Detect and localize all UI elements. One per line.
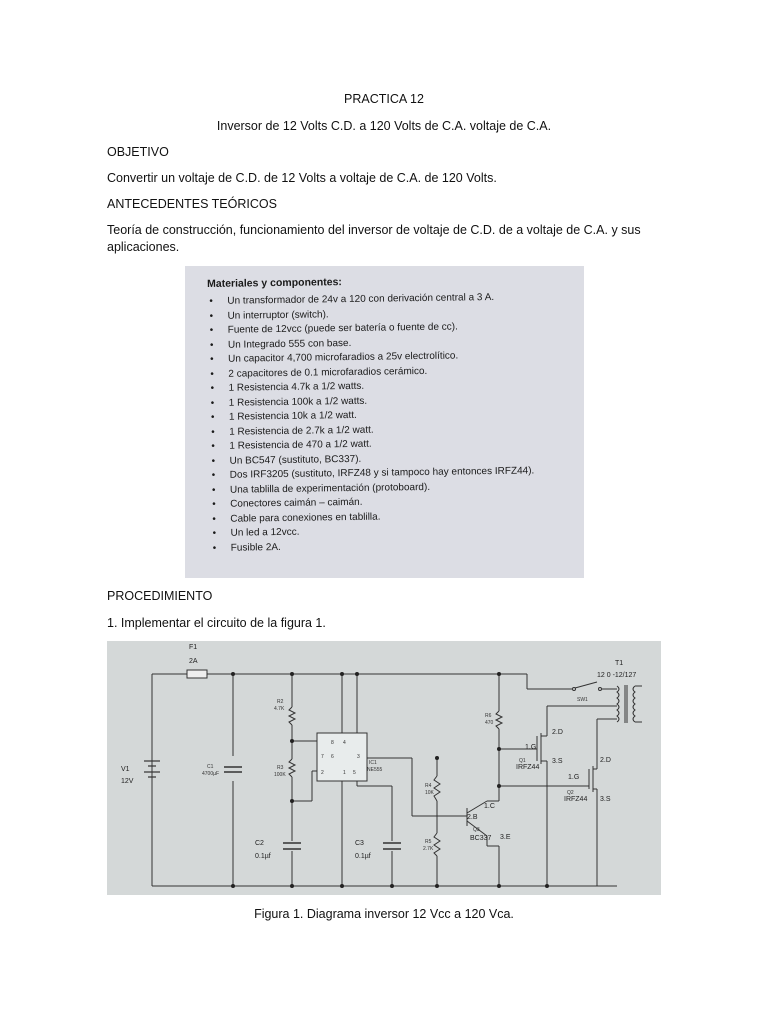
ic-pin-4: 4: [343, 740, 346, 746]
page-subtitle: Inversor de 12 Volts C.D. a 120 Volts de C.A. voltaje de C.A.: [216, 119, 552, 133]
bullet-icon: •: [211, 455, 216, 467]
transformer-symbol: [617, 685, 642, 723]
label-q2-value: IRFZ44: [564, 796, 588, 803]
bullet-icon: •: [209, 324, 214, 336]
materials-item-text: 1 Resistencia de 2.7k a 1/2 watt.: [229, 424, 374, 438]
materials-title: Materiales y componentes:: [207, 276, 342, 290]
label-v1: V1: [121, 766, 130, 773]
q3-pin-base: 2.B: [467, 814, 478, 821]
materials-item-text: 2 capacitores de 0.1 microfaradios cerámico.: [228, 365, 428, 380]
materials-item-text: Fuente de 12vcc (puede ser batería o fuente de cc).: [227, 321, 458, 336]
ic-pin-8: 8: [331, 740, 334, 746]
materials-list-container: [207, 273, 535, 556]
bullet-icon: •: [211, 426, 215, 438]
materials-item-text: Un interruptor (switch).: [227, 308, 329, 322]
bullet-icon: •: [211, 484, 216, 496]
materials-item-text: 1 Resistencia 4.7k a 1/2 watts.: [228, 380, 365, 394]
materials-item-text: Un BC547 (sustituto, BC337).: [229, 453, 362, 467]
materials-item-text: Un Integrado 555 con base.: [227, 337, 352, 351]
background-text-line1: Teoría de construcción, funcionamiento del inversor de voltaje de C.D. de a voltaje de C.A. y sus: [107, 223, 641, 237]
figure-caption: Figura 1. Diagrama inversor 12 Vcc a 120 Vca.: [254, 907, 514, 921]
materials-item-text: 1 Resistencia 10k a 1/2 watt.: [228, 409, 357, 423]
label-q1: Q1: [519, 758, 526, 764]
objective-text: Convertir un voltaje de C.D. de 12 Volts a voltaje de C.A. de 120 Volts.: [107, 171, 497, 185]
bullet-icon: •: [209, 310, 214, 322]
background-heading: ANTECEDENTES TEÓRICOS: [107, 197, 277, 211]
bullet-icon: •: [210, 353, 214, 365]
bullet-icon: •: [211, 469, 216, 481]
capacitor-c1-symbol: [224, 767, 242, 772]
q2-pin-gate: 1.G: [568, 774, 580, 781]
ic-pin-5: 5: [353, 770, 356, 776]
bullet-icon: •: [212, 513, 216, 525]
materials-item-text: Cable para conexiones en tablilla.: [230, 511, 381, 525]
label-v1-value: 12V: [121, 778, 134, 785]
label-ic1: IC1: [369, 760, 377, 766]
q3-pin-collector: 1.C: [484, 803, 495, 810]
ic-pin-2: 2: [321, 770, 324, 776]
circuit-diagram-photo: [107, 641, 661, 895]
label-q2: Q2: [567, 790, 574, 796]
label-q3: Q3: [473, 827, 480, 833]
label-r5-value: 2.7K: [423, 846, 434, 852]
label-q1-value: IRFZ44: [516, 764, 540, 771]
label-r6: R6: [485, 713, 492, 719]
label-c3: C3: [355, 840, 364, 847]
label-f1-value: 2A: [189, 658, 198, 665]
materials-item-text: Un transformador de 24v a 120 con derivación central a 3 A.: [227, 291, 495, 307]
label-r3-value: 100K: [274, 772, 286, 778]
bullet-icon: •: [209, 339, 214, 351]
bullet-icon: •: [211, 440, 215, 452]
bullet-icon: •: [212, 527, 217, 539]
label-sw1: SW1: [577, 697, 588, 703]
label-c3-value: 0.1µf: [355, 853, 371, 860]
mosfet-q2-symbol: [589, 759, 597, 792]
circuit-wires: [152, 674, 617, 886]
ic-pin-3: 3: [357, 754, 360, 760]
q1-pin-drain: 2.D: [552, 729, 563, 736]
procedure-heading: PROCEDIMIENTO: [107, 589, 213, 603]
label-r4: R4: [425, 783, 432, 789]
label-q3-value: BC337: [470, 835, 492, 842]
ic-pin-1: 1: [343, 770, 346, 776]
label-c2: C2: [255, 840, 264, 847]
page-title: PRACTICA 12: [344, 92, 424, 106]
objective-heading: OBJETIVO: [107, 145, 169, 159]
materials-item-text: Un led a 12vcc.: [230, 526, 300, 539]
ic-pin-7: 7: [321, 754, 324, 760]
fuse-symbol: [187, 670, 207, 678]
materials-item-text: 1 Resistencia 100k a 1/2 watts.: [228, 395, 368, 409]
label-c2-value: 0.1µf: [255, 853, 271, 860]
q1-pin-gate: 1.G: [525, 744, 537, 751]
ic-pin-6: 6: [331, 754, 334, 760]
procedure-step-1: 1. Implementar el circuito de la figura 1.: [107, 616, 326, 630]
background-text-line2: aplicaciones.: [107, 240, 180, 254]
materials-item-text: Una tablilla de experimentación (protoboard).: [229, 481, 431, 496]
capacitor-c3-symbol: [383, 843, 401, 849]
label-r6-value: 470: [485, 720, 494, 726]
bullet-icon: •: [210, 368, 214, 380]
q2-pin-drain: 2.D: [600, 757, 611, 764]
mosfet-q1-symbol: [537, 726, 547, 766]
label-r2-value: 4.7K: [274, 706, 285, 712]
materials-item-text: Dos IRF3205 (sustituto, IRFZ48 y si tampoco hay entonces IRFZ44).: [229, 465, 535, 481]
label-ic1-value: NE555: [367, 767, 383, 773]
circuit-diagram: [107, 641, 661, 895]
bullet-icon: •: [209, 295, 213, 307]
materials-item-text: Un capacitor 4,700 microfaradios a 25v electrolítico.: [228, 350, 459, 365]
bullet-icon: •: [212, 542, 217, 554]
q2-pin-source: 3.S: [600, 796, 611, 803]
capacitor-c2-symbol: [283, 843, 301, 849]
materials-item-text: 1 Resistencia de 470 a 1/2 watt.: [229, 438, 372, 452]
q3-pin-emitter: 3.E: [500, 834, 511, 841]
label-c1-value: 4700µF: [202, 771, 220, 777]
bullet-icon: •: [212, 498, 216, 510]
label-r5: R5: [425, 839, 432, 845]
label-c1: C1: [207, 764, 214, 770]
label-t1-value: 12 0 -12/127: [597, 672, 637, 679]
label-r3: R3: [277, 765, 284, 771]
label-t1: T1: [615, 660, 624, 667]
materials-item-text: Conectores caimán – caimán.: [230, 496, 363, 510]
materials-list: [207, 290, 535, 556]
label-r4-value: 10K: [425, 790, 434, 796]
materials-photo: [185, 266, 584, 578]
bullet-icon: •: [210, 397, 215, 409]
bullet-icon: •: [210, 382, 215, 394]
label-r2: R2: [277, 699, 284, 705]
materials-item-text: Fusible 2A.: [230, 541, 281, 554]
q1-pin-source: 3.S: [552, 758, 563, 765]
switch-symbol: [573, 682, 602, 691]
label-f1: F1: [189, 644, 198, 651]
bullet-icon: •: [210, 411, 215, 423]
